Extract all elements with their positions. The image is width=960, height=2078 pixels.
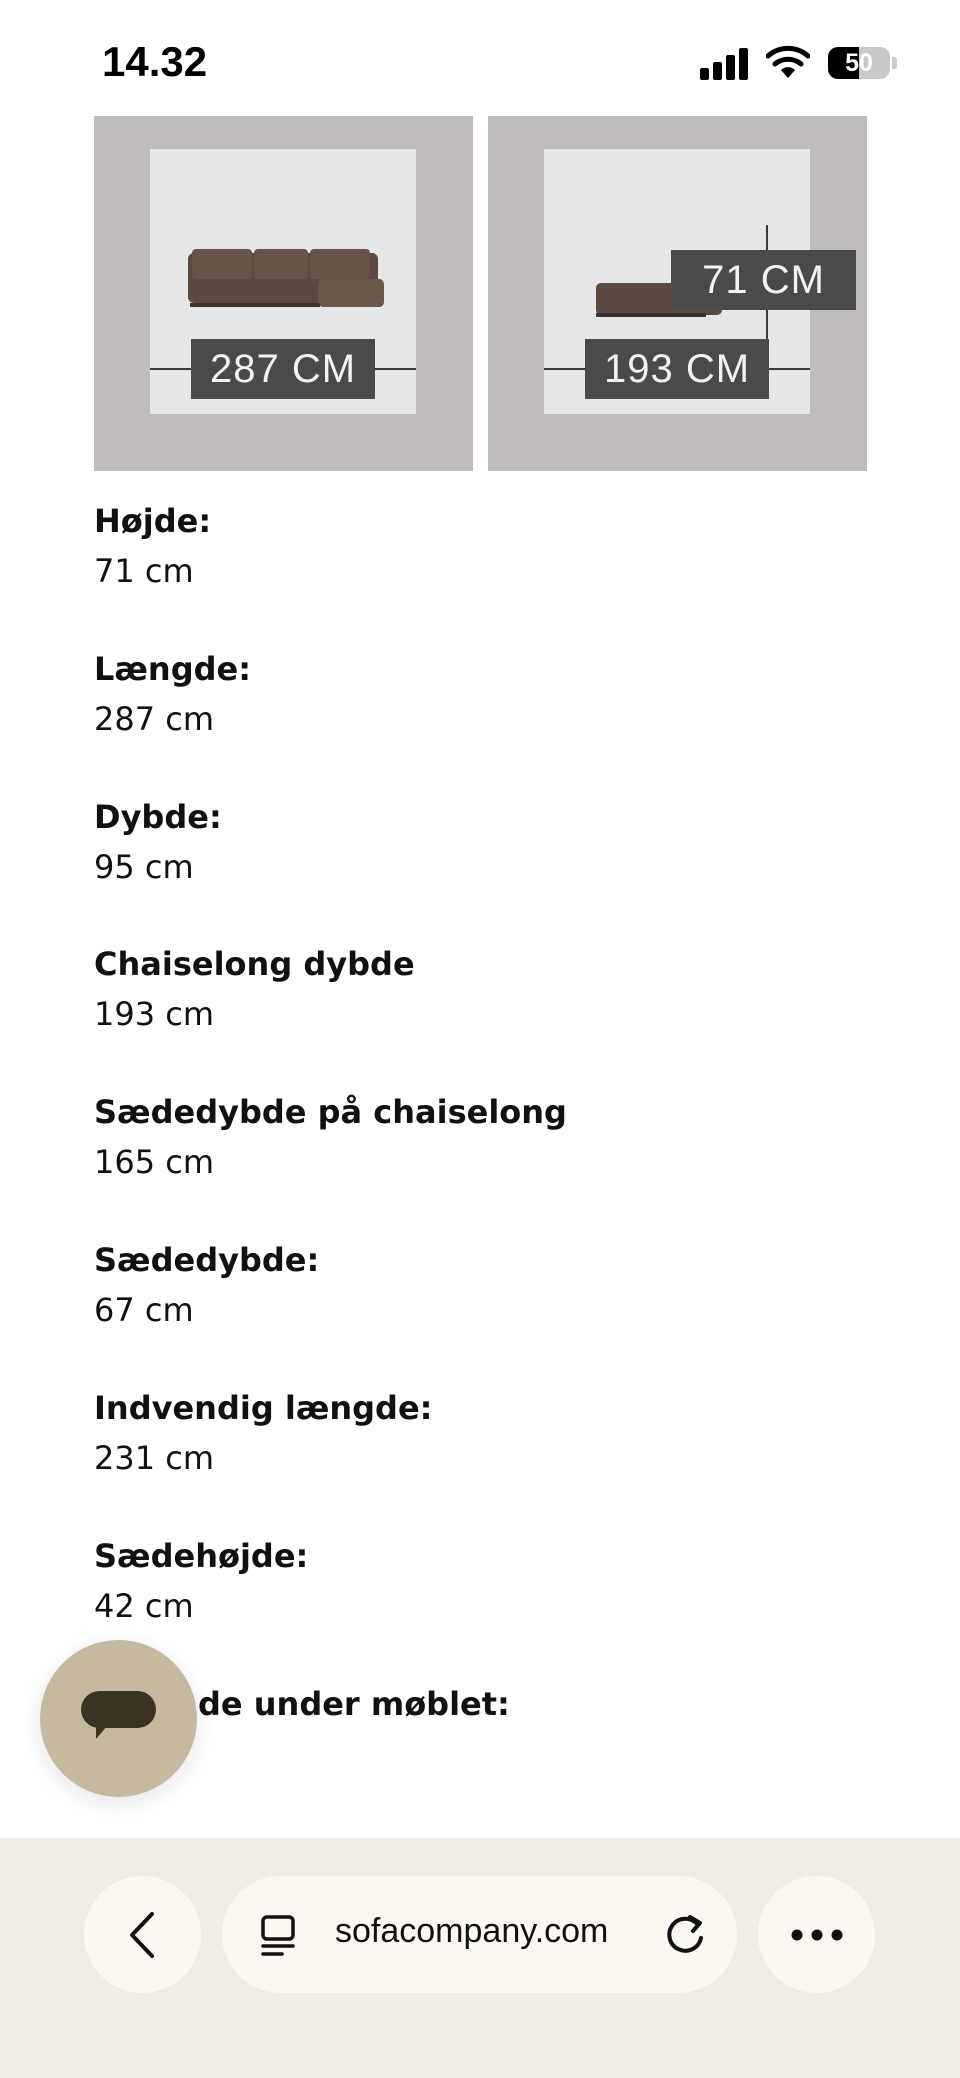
- spec-item-seat-depth: [94, 1238, 319, 1332]
- spec-label: Sædedybde:: [94, 1241, 320, 1279]
- spec-item-clearance: [198, 1682, 510, 1726]
- spec-value: 231 cm: [94, 1439, 215, 1477]
- chat-bubble-tail: [96, 1725, 108, 1739]
- chat-button[interactable]: [40, 1640, 197, 1797]
- more-horizontal-icon: [790, 1928, 844, 1942]
- browser-toolbar: [0, 1838, 960, 2078]
- status-bar: [0, 0, 960, 115]
- spec-label: de under møblet:: [198, 1685, 510, 1723]
- spec-label: Længde:: [94, 650, 252, 688]
- width-dimension-label: 287 CM: [191, 339, 375, 399]
- cellular-signal-icon: [700, 46, 750, 80]
- spec-label: Højde:: [94, 502, 212, 540]
- spec-item-inner-length: [94, 1386, 432, 1480]
- reload-icon[interactable]: [662, 1911, 708, 1957]
- wifi-icon: [766, 44, 810, 80]
- spec-label: Chaiselong dybde: [94, 945, 415, 983]
- spec-value: 95 cm: [94, 848, 194, 886]
- battery-icon: [828, 47, 890, 79]
- url-text: sofacompany.com: [335, 1912, 609, 1950]
- battery-tip: [892, 57, 897, 69]
- spec-value: 71 cm: [94, 552, 194, 590]
- depth-dimension-label: 193 CM: [585, 339, 769, 399]
- battery-percent: 50: [845, 49, 873, 77]
- spec-item-chaise-seat-depth: [94, 1090, 567, 1184]
- sofa-front-image[interactable]: [94, 116, 473, 471]
- spec-value: 165 cm: [94, 1143, 215, 1181]
- sofa-side-image[interactable]: [488, 116, 867, 471]
- address-bar[interactable]: [222, 1876, 737, 1993]
- status-time: 14.32: [102, 38, 208, 85]
- spec-item-height: [94, 499, 211, 593]
- spec-value: 42 cm: [94, 1587, 194, 1625]
- spec-label: Dybde:: [94, 798, 222, 836]
- sofa-side-canvas: [544, 149, 825, 414]
- sofa-illustration: [188, 249, 388, 319]
- back-button[interactable]: [84, 1876, 201, 1993]
- spec-value: 67 cm: [94, 1291, 194, 1329]
- spec-label: Sædedybde på chaiselong: [94, 1093, 567, 1131]
- sofa-front-canvas: [150, 149, 416, 414]
- spec-label: Indvendig længde:: [94, 1389, 433, 1427]
- chevron-left-icon: [124, 1910, 160, 1960]
- spec-label: Sædehøjde:: [94, 1537, 309, 1575]
- spec-item-depth: [94, 795, 222, 889]
- more-button[interactable]: [758, 1876, 875, 1993]
- chat-bubble-icon: [81, 1691, 156, 1728]
- spec-value: 193 cm: [94, 995, 215, 1033]
- spec-value: 287 cm: [94, 700, 215, 738]
- spec-item-chaise-depth: [94, 942, 415, 1036]
- spec-item-length: [94, 647, 251, 741]
- height-dimension-label: 71 CM: [671, 250, 856, 310]
- tab-list-icon: [260, 1914, 300, 1958]
- spec-item-seat-height: [94, 1534, 308, 1628]
